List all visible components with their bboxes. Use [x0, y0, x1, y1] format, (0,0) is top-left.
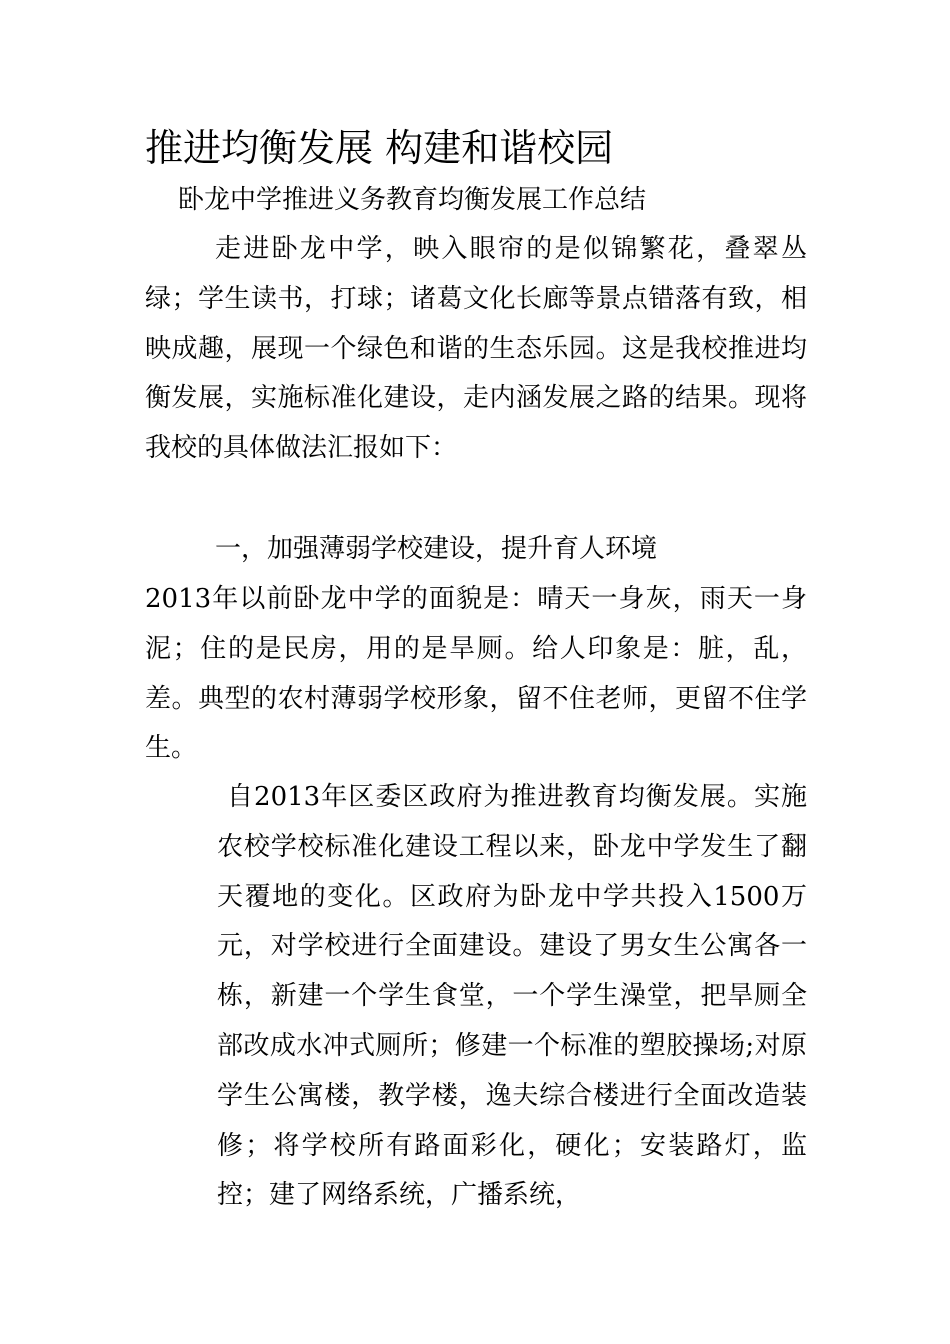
document-subtitle: 卧龙中学推进义务教育均衡发展工作总结 — [178, 185, 647, 215]
body-paragraph: 自2013年区委区政府为推进教育均衡发展。实施农校学校标准化建设工程以来，卧龙中学发生了翻天覆地的变化。区政府为卧龙中学共投入1500万元，对学校进行全面建设。建设了男女生公寓各一栋，新建一个学生食堂，一个学生澡堂，把旱厕全部改成水冲式厕所；修建一个标准的塑胶操场;对原学生公寓楼，教学楼，逸夫综合楼进行全面改造装修；将学校所有路面彩化，硬化；安装路灯，监控；建了网络系统，广播系统， — [217, 782, 807, 1211]
section-heading: 一，加强薄弱学校建设，提升育人环境 — [215, 534, 658, 564]
body-paragraph: 2013年以前卧龙中学的面貌是：晴天一身灰，雨天一身泥；住的是民房，用的是旱厕。给人印象是：脏，乱，差。典型的农村薄弱学校形象，留不住老师，更留不住学生。 — [145, 584, 807, 764]
document-title: 推进均衡发展 构建和谐校园 — [145, 126, 614, 170]
intro-paragraph: 走进卧龙中学，映入眼帘的是似锦繁花，叠翠丛绿；学生读书，打球；诸葛文化长廊等景点错落有致，相映成趣，展现一个绿色和谐的生态乐园。这是我校推进均衡发展，实施标准化建设，走内涵发展之路的结果。现将我校的具体做法汇报如下： — [145, 234, 807, 464]
